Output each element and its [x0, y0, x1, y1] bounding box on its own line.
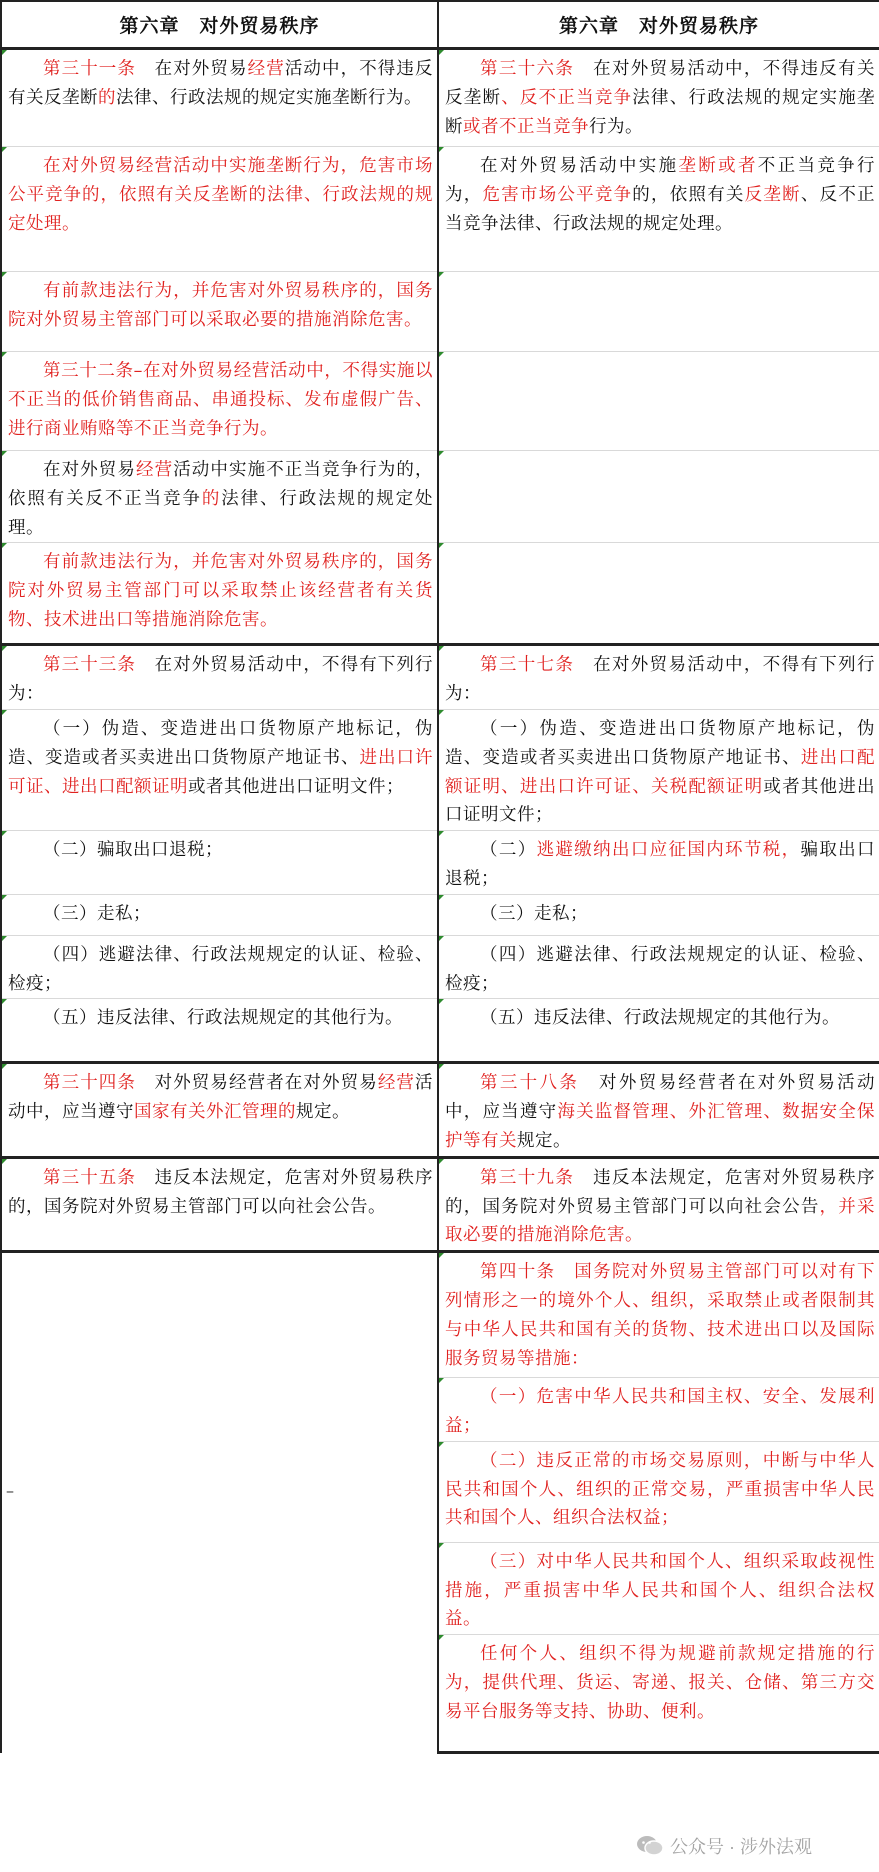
- comment-marker-icon: [2, 543, 7, 548]
- comment-marker-icon: [2, 147, 7, 152]
- header-row: [1, 1, 879, 49]
- right-cell: [438, 352, 879, 451]
- unchanged-text: 法律、行政法规的规定实施垄断: [445, 87, 876, 137]
- article-paragraph: [8, 357, 433, 443]
- article-paragraph: [445, 1548, 875, 1634]
- comment-marker-icon: [439, 1253, 444, 1258]
- comment-marker-icon: [439, 352, 444, 357]
- article-paragraph: [8, 900, 433, 929]
- table-row: [1, 451, 879, 543]
- left-cell: [1, 451, 438, 543]
- comment-marker-icon: [2, 352, 7, 357]
- changed-text: （一）危害中华人民共和国主权、安全、发展利益；: [445, 1387, 875, 1436]
- comment-marker-icon: [2, 1064, 7, 1069]
- left-cell: [1, 935, 438, 999]
- changed-text: 在对外贸易经营活动中实施垄断行为，危害市场公平竞争的，依照有关反垄断的法律、行政法规的规定处理。: [8, 156, 433, 234]
- article-paragraph: [445, 715, 875, 830]
- article-paragraph: [8, 277, 433, 335]
- right-cell: [438, 935, 879, 999]
- comment-marker-icon: [2, 895, 7, 900]
- right-cell: [438, 451, 879, 543]
- left-cell: [1, 831, 438, 895]
- unchanged-text: 在对外贸易活动中，不得有下列行为：: [445, 655, 875, 705]
- changed-text: 的: [201, 488, 222, 509]
- comment-marker-icon: [439, 272, 444, 277]
- comment-marker-icon: [439, 543, 444, 548]
- changed-text: 第三十一条: [43, 59, 136, 79]
- changed-text: 任何个人、组织不得为规避前款规定措施的行为，提供代理、货运、寄递、报关、仓储、第三方交易平台服务等支持、协助、便利。: [445, 1644, 875, 1722]
- article-paragraph: [445, 1164, 875, 1250]
- comment-marker-icon: [439, 710, 444, 715]
- article-paragraph: [8, 941, 433, 999]
- comment-marker-icon: [439, 1064, 444, 1069]
- right-cell: [438, 1252, 879, 1378]
- changed-text: 第四十条 国务院对外贸易主管部门可以对有下列情形之一的境外个人、组织，采取禁止或者限制其与中华人民共和国有关的货物、技术进出口以及国际服务贸易等措施：: [445, 1262, 875, 1369]
- unchanged-text: （一）伪造、变造进出口货物原产地标记，伪造、变造或者买卖进出口货物原产地证书、: [8, 718, 433, 768]
- article-paragraph: [8, 715, 433, 801]
- comment-marker-icon: [2, 1159, 7, 1164]
- comment-marker-icon: [439, 1442, 444, 1447]
- right-cell: [438, 1635, 879, 1753]
- article-paragraph: [445, 900, 875, 929]
- article-paragraph: [445, 1069, 875, 1155]
- changed-text: 逃避缴纳出口应征国内环节税，: [536, 840, 801, 861]
- table-row: [1, 49, 879, 147]
- comment-marker-icon: [439, 1159, 444, 1164]
- changed-text: 经营: [247, 59, 285, 79]
- left-cell: [1, 543, 438, 645]
- changed-text: 垄断或者: [678, 156, 758, 176]
- right-cell: [438, 543, 879, 645]
- right-cell: [438, 1063, 879, 1157]
- comment-marker-icon: [439, 831, 444, 836]
- comment-marker-icon: [439, 1635, 444, 1640]
- unchanged-text: 活动中实施不正当竞争行为的，依照有关反不正当竞争: [8, 460, 434, 509]
- right-cell: [438, 1157, 879, 1251]
- right-cell: [438, 49, 879, 147]
- article-paragraph: [445, 1640, 875, 1726]
- changed-text: 第三十九条: [480, 1167, 575, 1188]
- table-row: [1, 1157, 879, 1251]
- unchanged-text: 的，依照有关: [632, 184, 745, 205]
- comment-marker-icon: [2, 710, 7, 715]
- changed-text: （二）违反正常的市场交易原则，中断与中华人民共和国个人、组织的正常交易，严重损害中华人民共和国个人、组织合法权益；: [445, 1450, 875, 1529]
- unchanged-text: （五）违反法律、行政法规规定的其他行为。: [43, 1008, 403, 1029]
- comment-marker-icon: [439, 50, 444, 55]
- changed-text: 的: [98, 87, 116, 108]
- changed-text: 、反不正当竞争: [501, 87, 633, 108]
- unchanged-text: 在对外贸易: [136, 59, 248, 79]
- changed-text: ，并采取必要的措施消除危害。: [445, 1196, 876, 1246]
- article-paragraph: [8, 1164, 433, 1222]
- unchanged-text: 违反本法规定，危害对外贸易秩序的，国务院对外贸易主管部门可以向社会公告。: [8, 1167, 433, 1217]
- changed-text: 有前款违法行为，并危害对外贸易秩序的，国务院对外贸易主管部门可以采取必要的措施消除危害。: [8, 281, 433, 330]
- unchanged-text: 规定。: [296, 1102, 350, 1123]
- unchanged-text: （二）: [480, 840, 537, 861]
- comment-marker-icon: [439, 1543, 444, 1548]
- unchanged-text: 或者其他进出口证明文件；: [188, 776, 404, 797]
- comment-marker-icon: [2, 936, 7, 941]
- unchanged-text: （四）逃避法律、行政法规规定的认证、检验、检疫；: [445, 944, 875, 994]
- right-chapter-title: 第六章 对外贸易秩序: [438, 1, 879, 49]
- article-paragraph: [445, 55, 875, 141]
- article-paragraph: [8, 836, 433, 865]
- left-cell: [1, 709, 438, 830]
- wechat-icon: [636, 1834, 664, 1858]
- changed-text: 危害市场公平竞争: [482, 184, 633, 205]
- right-cell: [438, 1542, 879, 1634]
- left-cell: [1, 352, 438, 451]
- right-cell: [438, 831, 879, 895]
- unchanged-text: （一）伪造、变造进出口货物原产地标记，伪造、变造或者买卖进出口货物原产地证书、: [445, 718, 875, 768]
- changed-text: 第三十八条: [480, 1073, 580, 1094]
- changed-text: 第三十四条: [43, 1073, 136, 1094]
- article-paragraph: [445, 651, 875, 709]
- left-chapter-title: 第六章 对外贸易秩序: [1, 1, 438, 49]
- changed-text: 进出口许可证、进出口配额证明: [8, 747, 433, 797]
- changed-text: 第三十六条: [480, 59, 575, 79]
- unchanged-text: 对外贸易经营者在对外贸易活动中，应当遵守: [445, 1073, 876, 1123]
- changed-text: 第三十五条: [43, 1167, 136, 1188]
- changed-text: 经营: [377, 1073, 416, 1094]
- table-row: [1, 645, 879, 710]
- article-paragraph: [445, 1258, 875, 1373]
- table-row: [1, 147, 879, 272]
- unchanged-text: （三）走私；: [480, 903, 588, 924]
- comment-marker-icon: [2, 646, 7, 651]
- article-paragraph: [445, 836, 875, 894]
- unchanged-text: 、反不正当竞争法律、行政法规的规定处理。: [445, 184, 876, 234]
- right-cell: [438, 1441, 879, 1542]
- comment-marker-icon: [2, 831, 7, 836]
- changed-text: 国家有关外汇管理的: [134, 1102, 296, 1123]
- placeholder-dash: –: [6, 1481, 14, 1501]
- table-row: [1, 999, 879, 1063]
- unchanged-text: 或者其他进出口证明文件；: [445, 776, 876, 826]
- table-row: [1, 831, 879, 895]
- unchanged-text: （五）违反法律、行政法规规定的其他行为。: [480, 1008, 840, 1029]
- unchanged-text: （四）逃避法律、行政法规规定的认证、检验、检疫；: [8, 944, 433, 994]
- article-paragraph: [8, 651, 433, 709]
- left-cell: [1, 272, 438, 352]
- unchanged-text: 法律、行政法规的规定实施垄断行为。: [116, 87, 422, 108]
- article-paragraph: [8, 456, 433, 542]
- unchanged-text: 行为。: [589, 116, 643, 137]
- table-row: [1, 352, 879, 451]
- left-cell: [1, 1063, 438, 1157]
- changed-text: 或者不正当竞争: [463, 116, 589, 137]
- comment-marker-icon: [439, 1378, 444, 1383]
- article-paragraph: [8, 1004, 433, 1033]
- left-cell: [1, 1157, 438, 1251]
- unchanged-text: （三）走私；: [43, 903, 151, 924]
- table-row: [1, 272, 879, 352]
- table-row: [1, 1252, 879, 1378]
- left-cell: [1, 999, 438, 1063]
- comment-marker-icon: [2, 272, 7, 277]
- unchanged-text: 活动中，不得违反有关反垄断: [8, 59, 434, 108]
- changed-text: 第三十七条: [480, 655, 575, 676]
- table-row: [1, 935, 879, 999]
- changed-text: 经营: [136, 460, 174, 480]
- comment-marker-icon: [439, 451, 444, 456]
- unchanged-text: 在对外贸易活动中，不得有下列行为：: [8, 655, 433, 705]
- changed-text: 进出口配额证明、进出口许可证、关税配额证明: [445, 747, 876, 797]
- article-paragraph: [8, 548, 433, 634]
- unchanged-text: 法律、行政法规的规定处理。: [8, 488, 434, 538]
- left-cell: [1, 894, 438, 935]
- comment-marker-icon: [2, 451, 7, 456]
- right-cell: [438, 645, 879, 710]
- comment-marker-icon: [439, 147, 444, 152]
- right-cell: [438, 147, 879, 272]
- unchanged-text: 不正当竞争行为，: [445, 156, 876, 205]
- comment-marker-icon: [439, 936, 444, 941]
- unchanged-text: 在对外贸易活动中实施: [480, 156, 679, 176]
- unchanged-text: 骗取出口退税；: [445, 840, 876, 889]
- article-paragraph: [445, 1004, 875, 1033]
- table-row: [1, 1063, 879, 1157]
- right-cell: [438, 709, 879, 830]
- table-row: [1, 894, 879, 935]
- watermark: [636, 1828, 812, 1864]
- article-paragraph: [8, 152, 433, 238]
- right-cell: [438, 999, 879, 1063]
- left-cell: [1, 49, 438, 147]
- right-cell: [438, 1378, 879, 1442]
- changed-text: 第三十二条–在对外贸易经营活动中，不得实施以不正当的低价销售商品、串通投标、发布虚假广告、进行商业贿赂等不正当竞争行为。: [8, 361, 433, 439]
- unchanged-text: 在对外贸易活动中，不得违反有关反垄断: [445, 59, 875, 108]
- changed-text: 有前款违法行为，并危害对外贸易秩序的，国务院对外贸易主管部门可以采取禁止该经营者有关货物、技术进出口等措施消除危害。: [8, 552, 433, 630]
- unchanged-text: 规定。: [517, 1130, 571, 1151]
- article-paragraph: [445, 941, 875, 999]
- changed-text: 反垄断: [744, 184, 801, 205]
- left-cell-empty: [1, 1252, 438, 1753]
- article-paragraph: [445, 1383, 875, 1441]
- unchanged-text: 违反本法规定，危害对外贸易秩序的，国务院对外贸易主管部门可以向社会公告: [445, 1167, 875, 1217]
- right-cell: [438, 894, 879, 935]
- article-paragraph: [445, 1447, 875, 1533]
- changed-text: 第三十三条: [43, 655, 136, 676]
- table-row: [1, 709, 879, 830]
- comment-marker-icon: [439, 999, 444, 1004]
- unchanged-text: （二）骗取出口退税；: [43, 840, 223, 861]
- changed-text: 海关监督管理、外汇管理、数据安全保护等有关: [445, 1102, 876, 1151]
- unchanged-text: 在对外贸易: [43, 460, 136, 480]
- comment-marker-icon: [439, 895, 444, 900]
- comment-marker-icon: [2, 999, 7, 1004]
- article-paragraph: [445, 152, 875, 238]
- table-body: [1, 49, 879, 1753]
- unchanged-text: 活动中，应当遵守: [8, 1073, 434, 1123]
- right-cell: [438, 272, 879, 352]
- watermark-text: 公众号 · 涉外法观: [670, 1837, 812, 1857]
- unchanged-text: 对外贸易经营者在对外贸易: [136, 1073, 378, 1094]
- left-cell: [1, 645, 438, 710]
- article-paragraph: [8, 1069, 433, 1127]
- article-paragraph: [8, 55, 433, 113]
- left-cell: [1, 147, 438, 272]
- table-row: [1, 543, 879, 645]
- changed-text: （三）对中华人民共和国个人、组织采取歧视性措施，严重损害中华人民共和国个人、组织合法权益。: [445, 1551, 875, 1630]
- comment-marker-icon: [439, 646, 444, 651]
- comment-marker-icon: [2, 50, 7, 55]
